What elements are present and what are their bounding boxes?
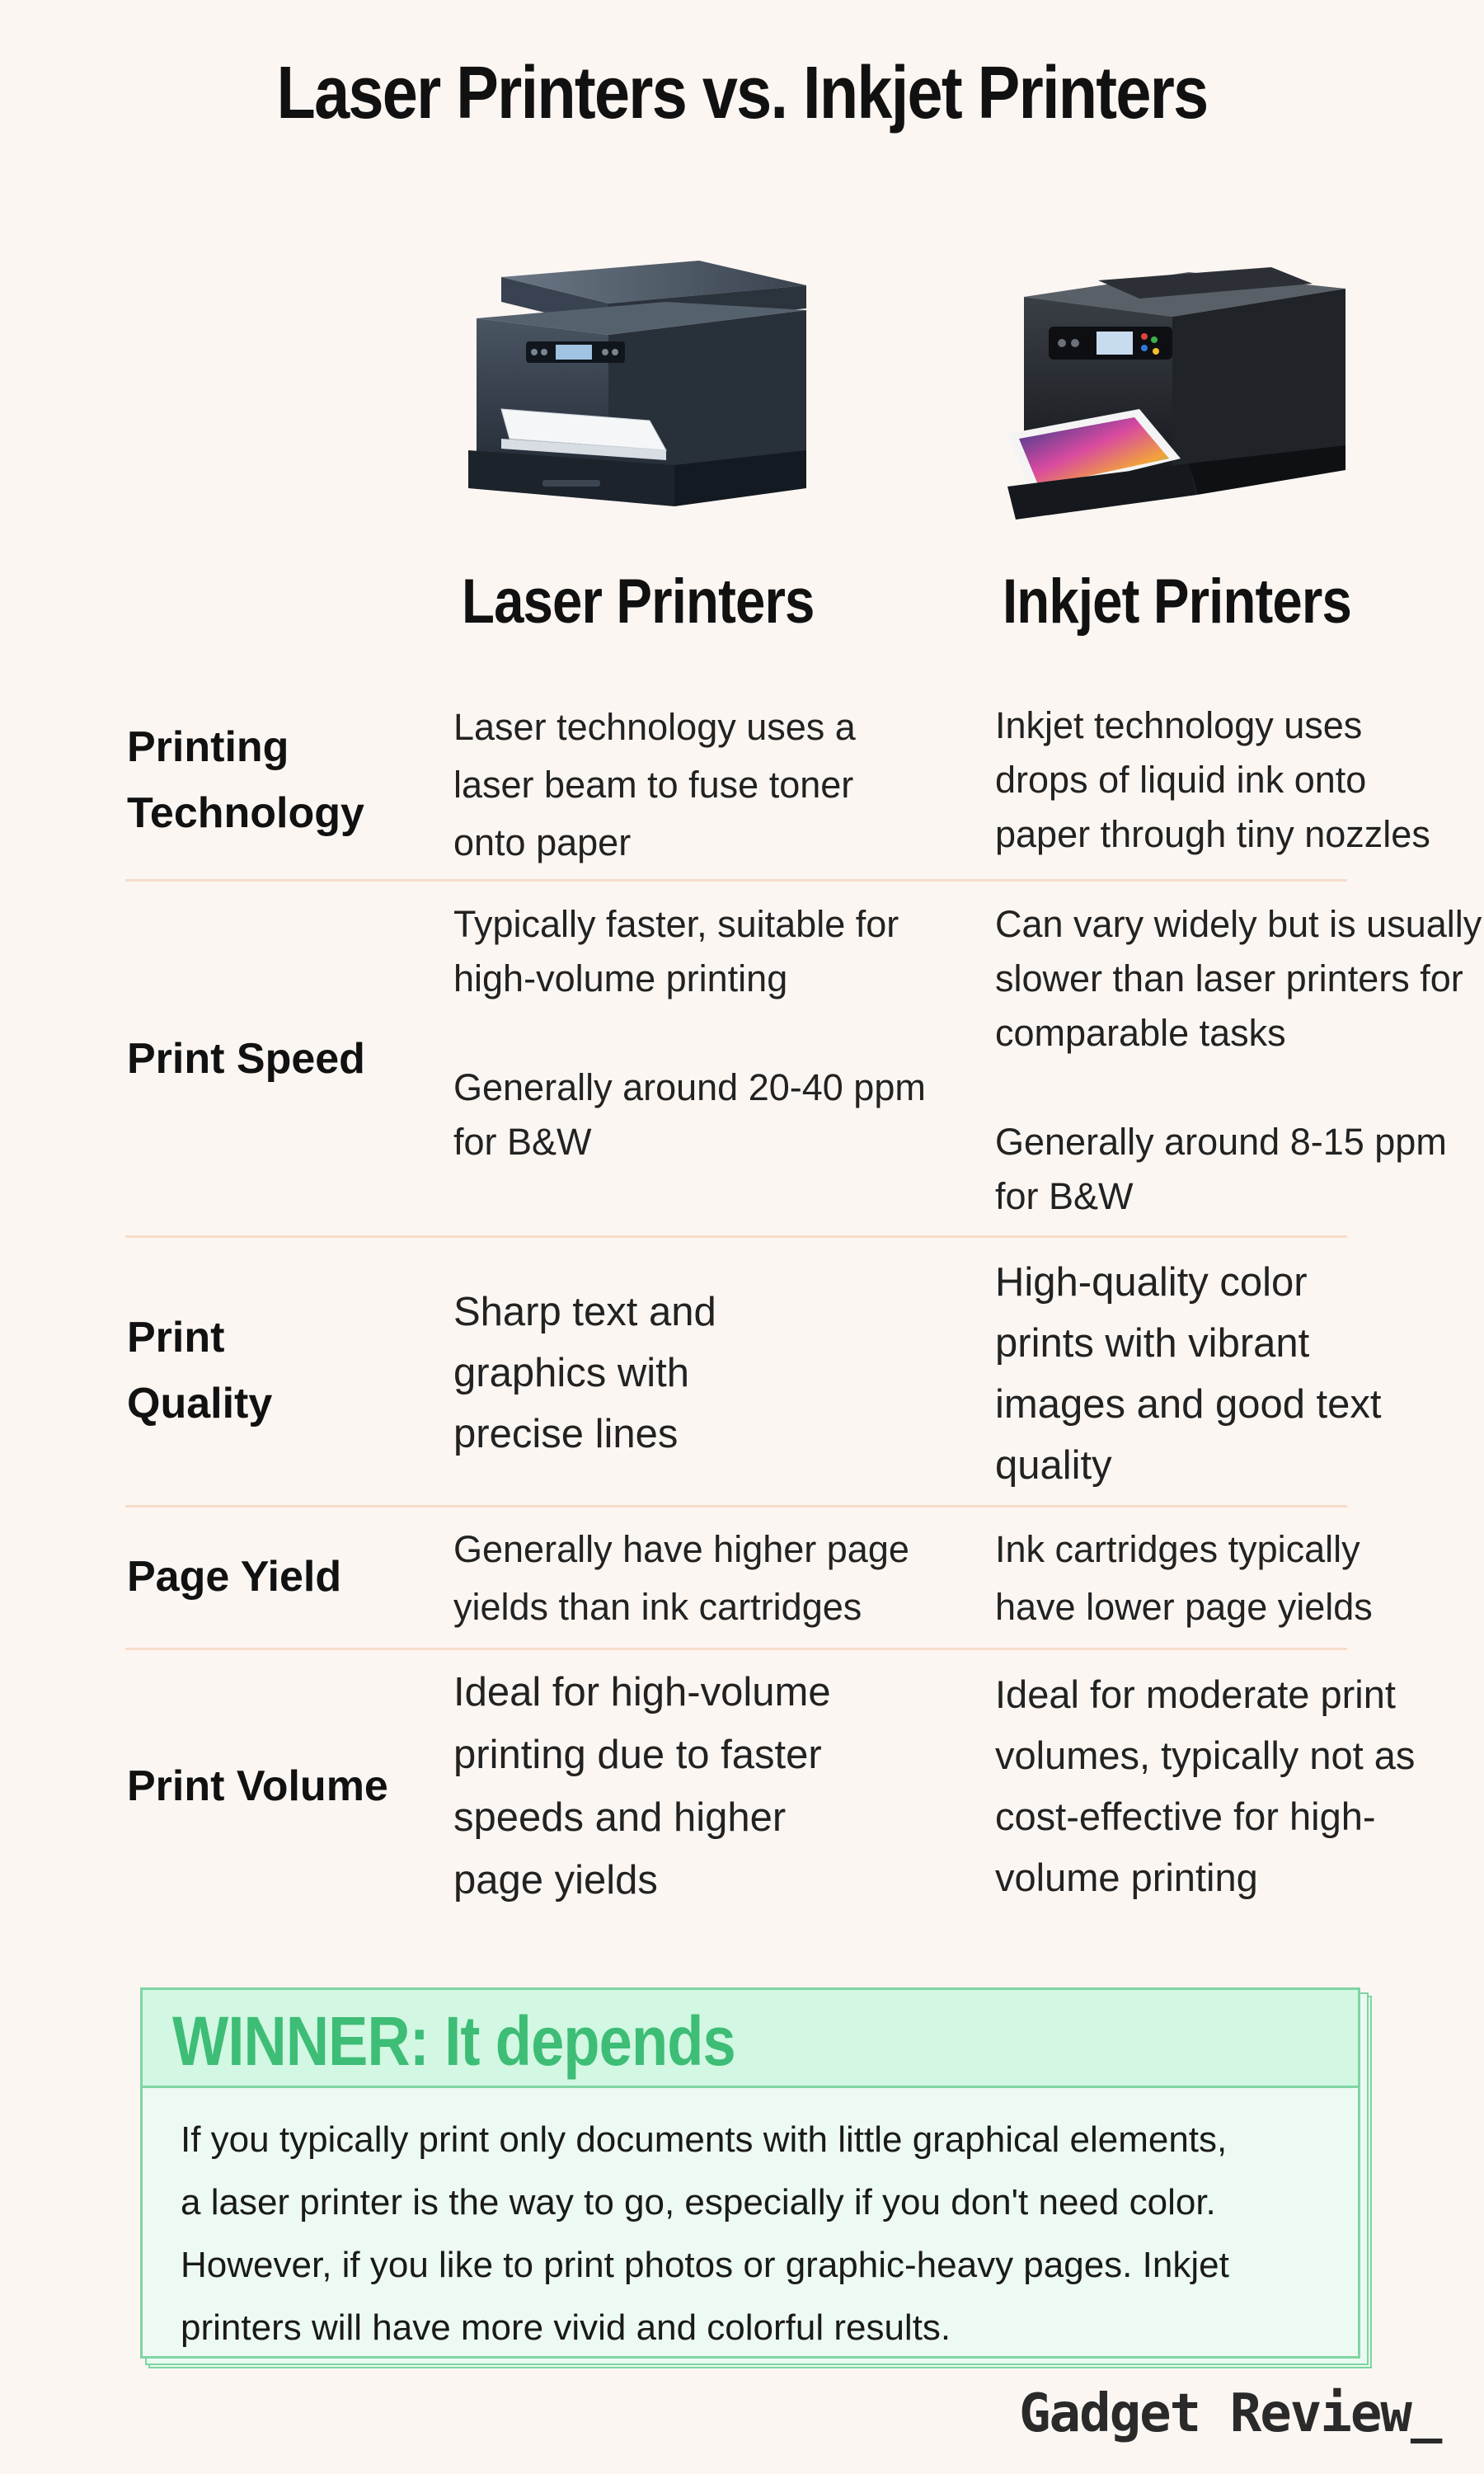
cell-line: Laser technology uses a <box>453 706 856 748</box>
cell-line: Generally have higher page <box>453 1528 909 1570</box>
row-divider <box>125 879 1347 882</box>
cell-line: page yields <box>453 1858 658 1903</box>
winner-header <box>143 1990 1358 2088</box>
cell-line: yields than ink cartridges <box>453 1586 862 1628</box>
row-divider <box>125 1505 1347 1507</box>
cell-line: precise lines <box>453 1412 679 1456</box>
winner-body <box>181 2109 1335 2359</box>
cell-line: images and good text <box>995 1382 1382 1427</box>
cell-line: high-volume printing <box>453 957 788 999</box>
cell-line: Generally around 20-40 ppm <box>453 1066 926 1108</box>
cell-inkjet-printing-technology <box>995 698 1430 862</box>
cell-laser-print-volume <box>453 1661 831 1912</box>
winner-body-line: If you typically print only documents with little graphical elements, <box>181 2119 1228 2160</box>
cell-line: drops of liquid ink onto <box>995 759 1367 801</box>
winner-body-line: printers will have more vivid and colorful results. <box>181 2307 951 2348</box>
row-label-printing-technology <box>127 714 364 846</box>
winner-title: WINNER: It depends <box>172 2002 735 2080</box>
cell-line: High-quality color <box>995 1260 1308 1305</box>
cell-line: laser beam to fuse toner <box>453 764 854 806</box>
cell-gap <box>453 1006 926 1061</box>
cell-line: slower than laser printers for <box>995 957 1463 999</box>
row-label-line: Print Speed <box>127 1035 365 1083</box>
inkjet-printer-image <box>999 247 1362 528</box>
cell-line: cost-effective for high- <box>995 1794 1376 1838</box>
cell-line: Ideal for moderate print <box>995 1672 1396 1716</box>
cell-line: Generally around 8-15 ppm <box>995 1121 1447 1163</box>
row-label-print-speed <box>127 1026 365 1092</box>
cell-line: Ink cartridges typically <box>995 1528 1360 1570</box>
cell-line: Ideal for high-volume <box>453 1670 831 1714</box>
column-header-laser: Laser Printers <box>462 567 815 637</box>
winner-card <box>140 1987 1360 2359</box>
cell-laser-print-quality <box>453 1282 716 1465</box>
cell-laser-print-speed <box>453 897 926 1169</box>
row-divider <box>125 1235 1347 1238</box>
cell-line: Can vary widely but is usually <box>995 903 1482 945</box>
winner-body-line: a laser printer is the way to go, especially if you don't need color. <box>181 2182 1216 2222</box>
cell-line: Sharp text and <box>453 1290 716 1334</box>
cell-line: have lower page yields <box>995 1586 1373 1628</box>
row-label-print-volume <box>127 1753 388 1819</box>
cell-line: prints with vibrant <box>995 1321 1310 1366</box>
cell-line: comparable tasks <box>995 1012 1286 1054</box>
cell-inkjet-print-volume <box>995 1664 1415 1908</box>
page-title: Laser Printers vs. Inkjet Printers <box>276 52 1208 134</box>
cell-line: volumes, typically not as <box>995 1733 1416 1777</box>
cell-line: for B&W <box>453 1121 592 1163</box>
cell-line: Inkjet technology uses <box>995 704 1363 746</box>
brand-logo: Gadget Review_ <box>1019 2383 1441 2444</box>
cell-laser-page-yield <box>453 1521 909 1636</box>
row-label-line: Print Volume <box>127 1762 388 1810</box>
row-divider <box>125 1648 1347 1650</box>
cell-line: printing due to faster <box>453 1733 822 1777</box>
cell-inkjet-print-quality <box>995 1252 1382 1496</box>
row-label-line: Printing <box>127 723 289 771</box>
cell-line: graphics with <box>453 1351 689 1395</box>
cell-line: speeds and higher <box>453 1795 787 1840</box>
row-label-page-yield <box>127 1544 341 1610</box>
row-label-line: Quality <box>127 1380 273 1427</box>
cell-gap <box>995 1061 1482 1115</box>
cell-line: paper through tiny nozzles <box>995 813 1430 855</box>
laser-printer-image <box>452 244 815 524</box>
row-label-line: Page Yield <box>127 1553 342 1601</box>
cell-line: Typically faster, suitable for <box>453 903 899 945</box>
winner-body-line: However, if you like to print photos or graphic-heavy pages. Inkjet <box>181 2245 1229 2285</box>
row-label-line: Technology <box>127 789 364 837</box>
cell-laser-printing-technology <box>453 698 856 872</box>
cell-line: quality <box>995 1443 1112 1488</box>
cell-inkjet-print-speed <box>995 897 1482 1224</box>
row-label-print-quality <box>127 1305 272 1437</box>
cell-inkjet-page-yield <box>995 1521 1373 1636</box>
row-label-line: Print <box>127 1314 225 1362</box>
cell-line: for B&W <box>995 1175 1134 1217</box>
cell-line: volume printing <box>995 1856 1258 1899</box>
cell-line: onto paper <box>453 821 632 863</box>
column-header-inkjet: Inkjet Printers <box>1003 567 1351 637</box>
